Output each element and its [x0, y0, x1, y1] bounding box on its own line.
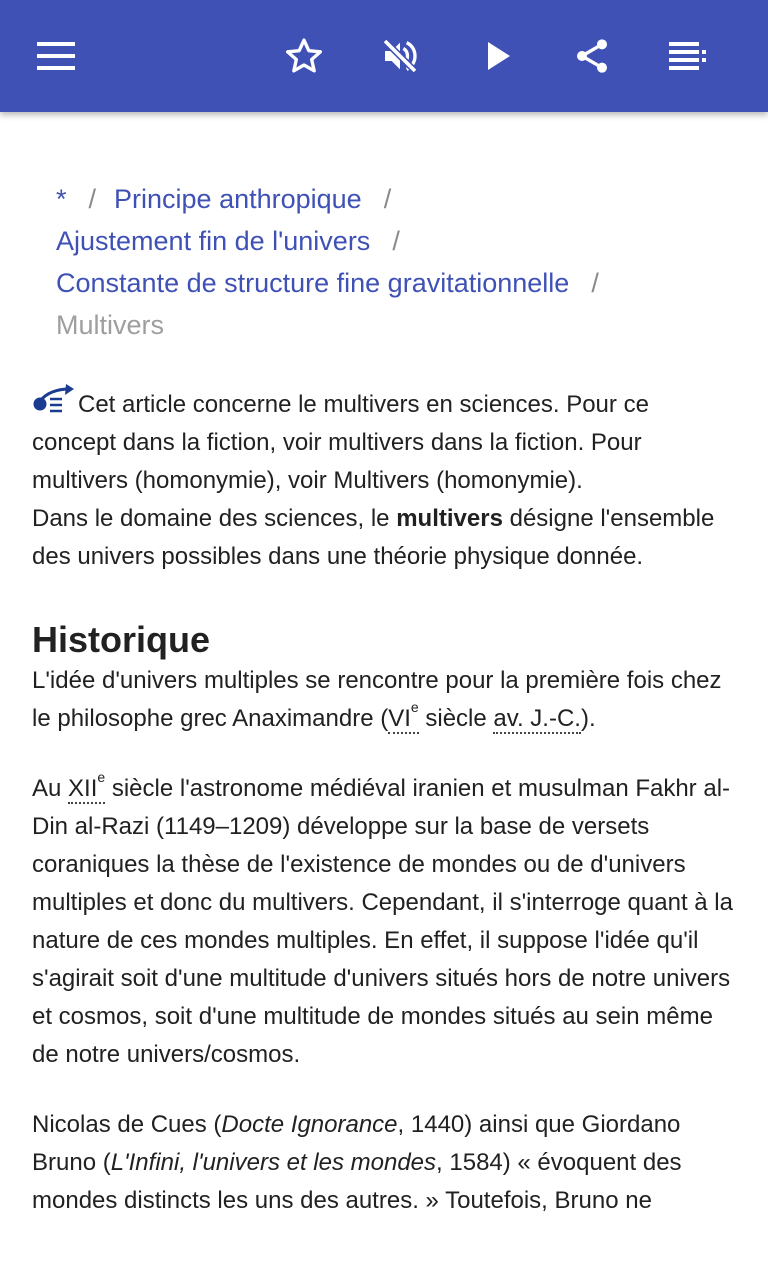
play-icon [483, 40, 513, 72]
hatnote-text: Cet article concerne le multivers en sciences. Pour ce concept dans la fiction, voir multivers dans la fiction. Pour multivers (homonymie), voir Multivers (homonymie). [32, 391, 649, 494]
breadcrumb-item-constante-structure-fine[interactable]: Constante de structure fine gravitationnelle [56, 268, 570, 298]
breadcrumb-separator: / [383, 184, 392, 214]
century-text: XII [68, 775, 98, 802]
paragraph-al-razi [32, 770, 736, 1074]
paragraph-text: Au [32, 775, 69, 802]
paragraph-text: L'idée d'univers multiples se rencontre pour la première fois chez le philosophe grec Anaximandre ( [32, 667, 722, 732]
century-abbr[interactable] [68, 769, 106, 804]
paragraph-text: siècle [418, 705, 494, 732]
hamburger-menu-icon [37, 42, 75, 70]
breadcrumb-separator: / [591, 268, 599, 298]
paragraph-text: , 1440) ainsi que Giordano Bruno ( [32, 1111, 681, 1176]
play-button[interactable] [470, 28, 526, 84]
breadcrumb-item-ajustement-fin[interactable]: Ajustement fin de l'univers [56, 226, 371, 256]
app-toolbar [0, 0, 768, 112]
article-content [32, 112, 736, 1220]
paragraph-text: , 1584) « évoquent des mondes distincts les uns des autres. » Toutefois, Bruno ne [32, 1149, 682, 1214]
intro-text: Dans le domaine des sciences, le [32, 505, 397, 532]
century-superscript: e [97, 769, 106, 785]
paragraph-text: siècle l'astronome médiéval iranien et musulman Fakhr al-Din al-Razi (1149–1209) développe sur la base de versets coraniques la thèse de l'existence de mondes ou de d'univers multiples et donc du multivers. Cependant, il s'interroge quant à la nature de ces mondes multiples. En effet, il suppose l'idée qu'il s'agirait soit d'une multitude d'univers situés hors de notre univers et cosmos, soit d'une multitude de mondes situés au sein même de notre univers/cosmos. [32, 775, 733, 1068]
volume-off-icon [380, 36, 420, 76]
share-icon [572, 36, 612, 76]
intro-paragraph [32, 500, 736, 576]
menu-button[interactable] [28, 28, 84, 84]
paragraph-text: Nicolas de Cues ( [32, 1111, 222, 1138]
work-title: Docte Ignorance [221, 1111, 398, 1138]
breadcrumb-item-principe-anthropique[interactable]: Principe anthropique [114, 184, 362, 214]
favorite-button[interactable] [276, 28, 332, 84]
disambiguation-arrow-icon [32, 384, 74, 414]
breadcrumb [32, 112, 736, 346]
intro-bold-term: multivers [396, 505, 503, 532]
century-abbr[interactable] [388, 699, 419, 734]
breadcrumb-current: Multivers [56, 310, 165, 340]
intro-text: désigne l'ensemble des univers possibles dans une théorie physique donnée. [32, 505, 715, 570]
hatnote [32, 384, 736, 500]
century-text: VI [388, 705, 411, 732]
section-title: Historique [32, 619, 211, 660]
century-superscript: e [410, 699, 419, 715]
share-button[interactable] [564, 28, 620, 84]
paragraph-nicolas-de-cues [32, 1106, 736, 1220]
article-body [32, 384, 736, 1220]
breadcrumb-separator: / [88, 184, 97, 214]
era-abbr[interactable]: av. J.-C. [493, 705, 581, 732]
work-title: L'Infini, l'univers et les mondes [110, 1149, 437, 1176]
breadcrumb-item-root[interactable]: * [56, 184, 67, 214]
paragraph-anaximandre [32, 662, 736, 738]
star-outline-icon [284, 36, 324, 76]
breadcrumb-separator: / [392, 226, 400, 256]
table-of-contents-button[interactable] [660, 28, 716, 84]
list-icon [669, 42, 707, 70]
paragraph-text: ). [580, 705, 596, 732]
mute-button[interactable] [372, 28, 428, 84]
